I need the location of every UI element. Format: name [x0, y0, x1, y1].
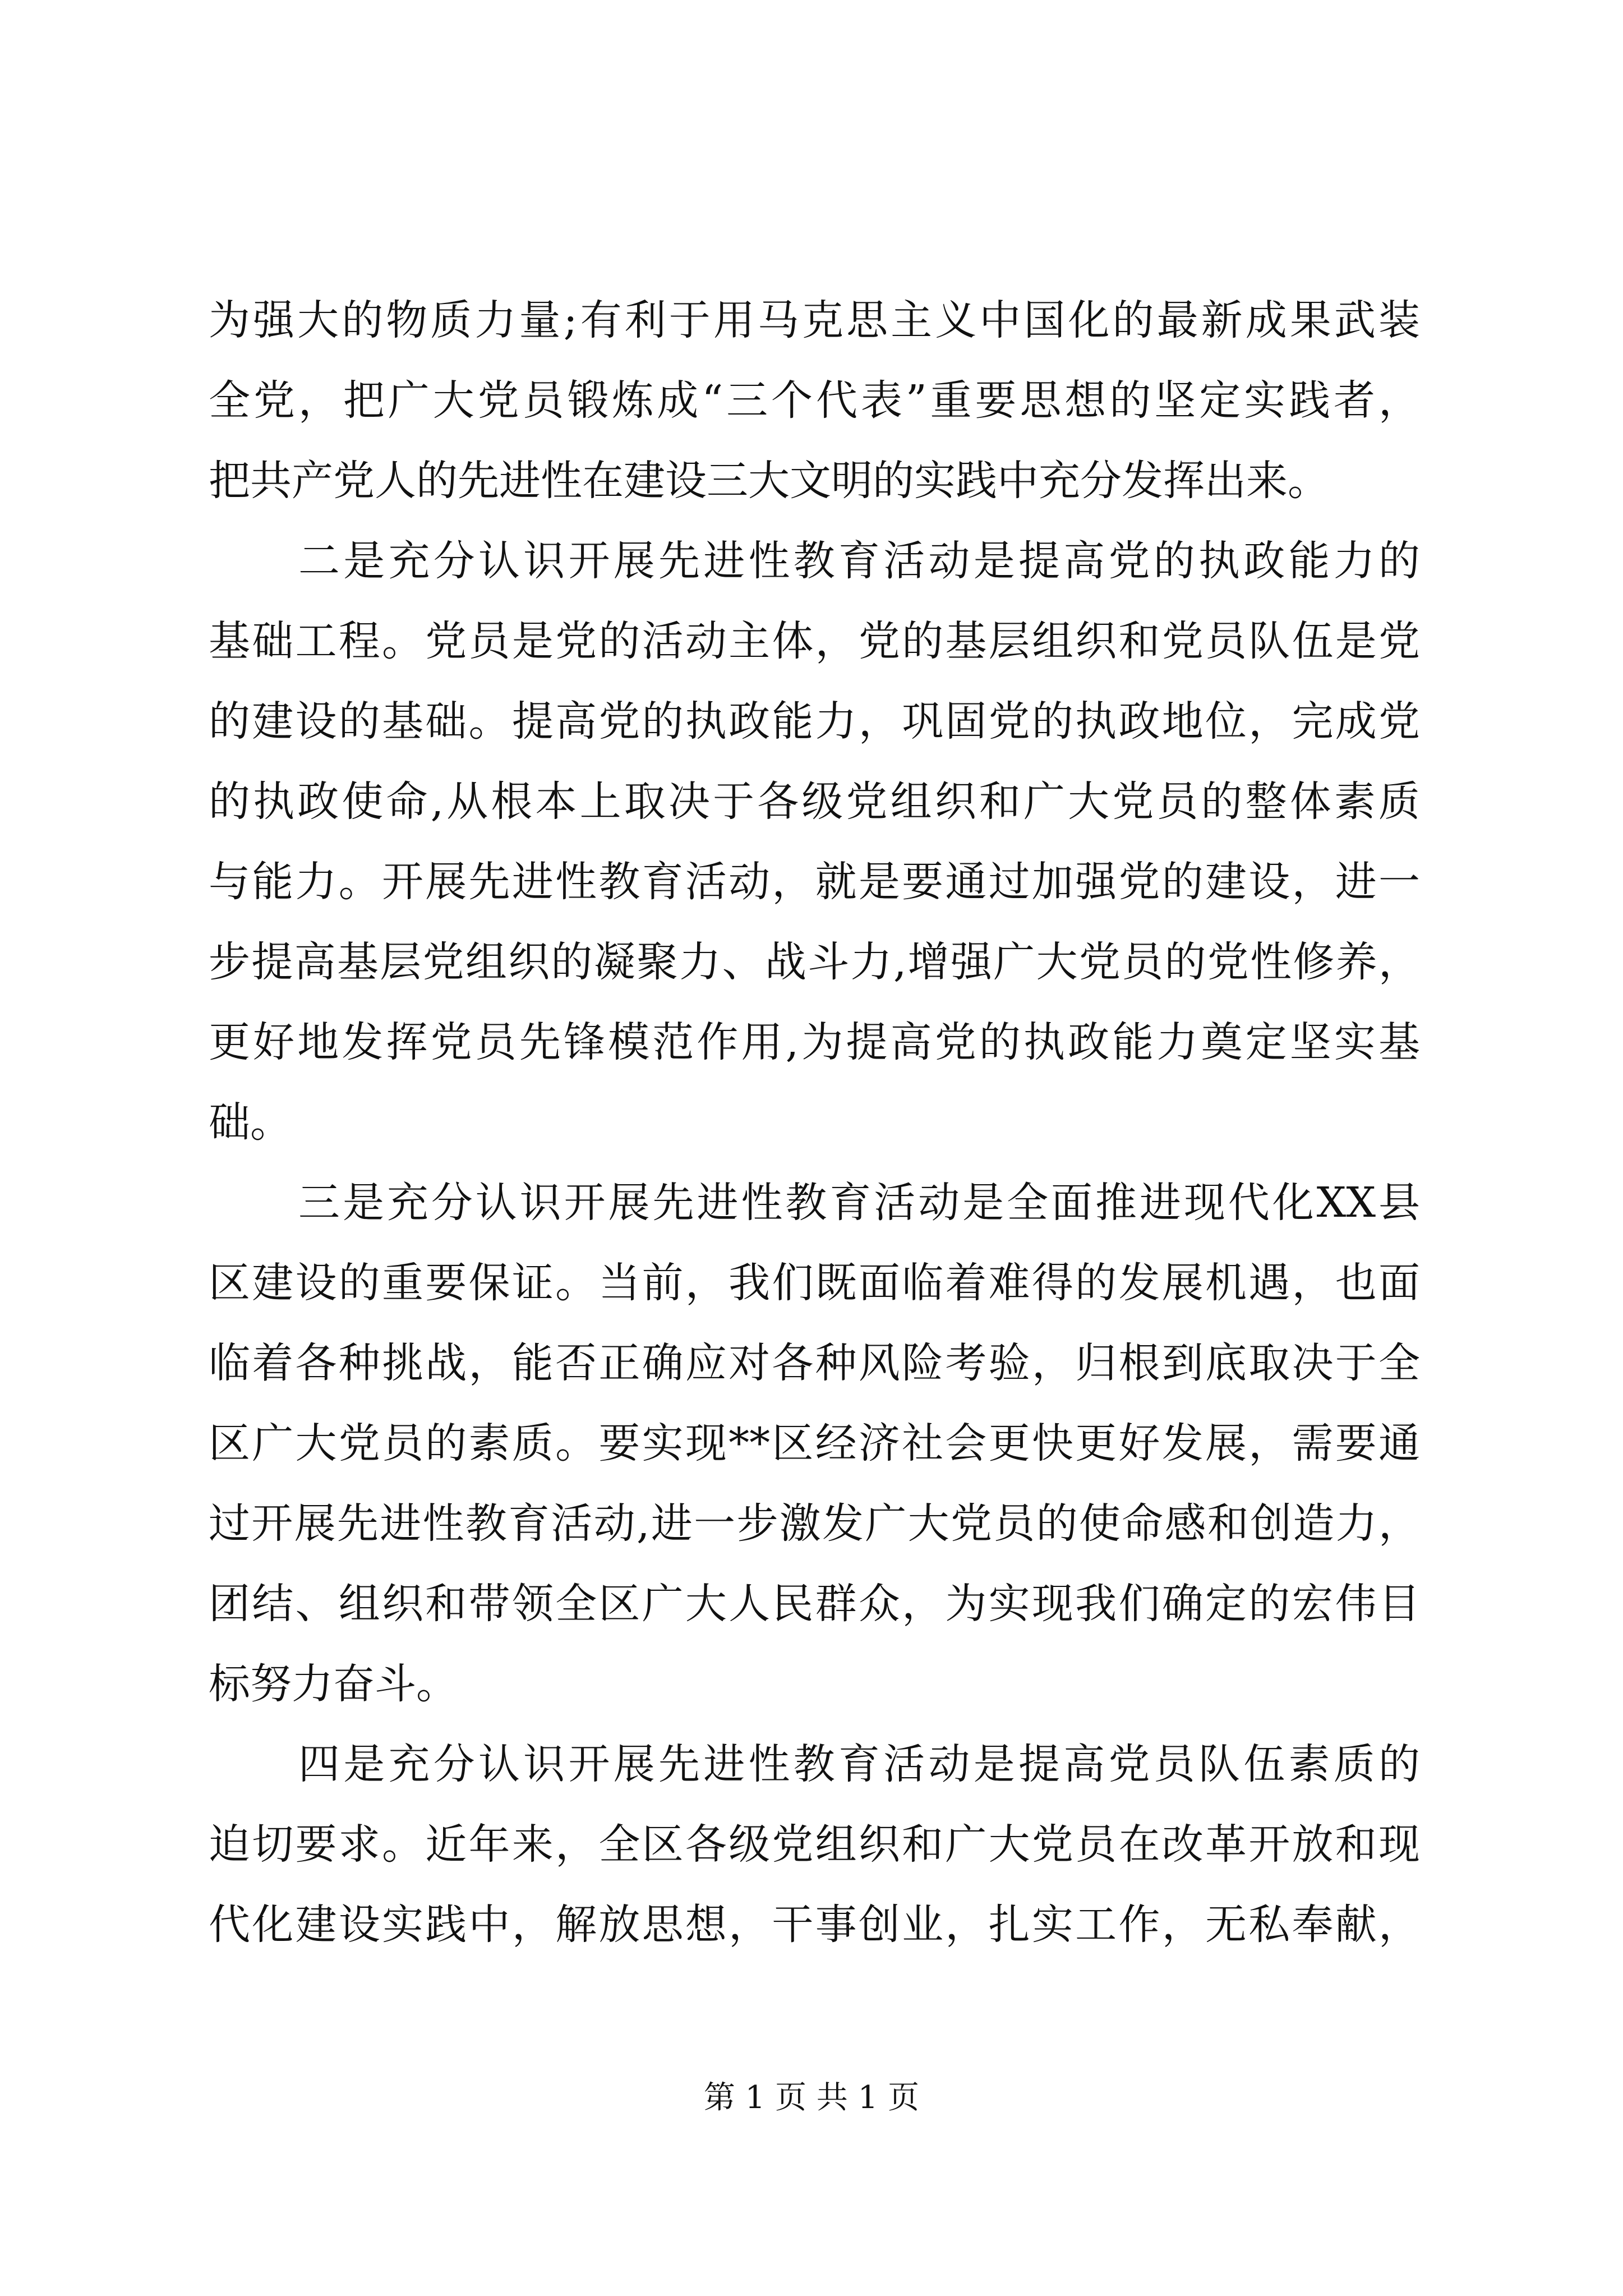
text-line: 把共产党人的先进性在建设三大文明的实践中充分发挥出来。 [209, 457, 1329, 505]
text-line: 础。 [209, 1098, 292, 1147]
text-line: 为强大的物质力量;有利于用马克思主义中国化的最新成果武装 [209, 296, 1420, 344]
text-line: 步提高基层党组织的凝聚力、战斗力,增强广大党员的党性修养， [209, 938, 1420, 986]
body-text [209, 280, 1420, 1965]
text-line: 标努力奋斗。 [209, 1660, 458, 1708]
text-line: 区广大党员的素质。要实现**区经济社会更快更好发展，需要通 [209, 1419, 1420, 1467]
text-line: 过开展先进性教育活动,进一步激发广大党员的使命感和创造力， [209, 1499, 1420, 1548]
paragraph-2-first-line: 二是充分认识开展先进性教育活动是提高党的执政能力的 [298, 537, 1420, 585]
text-line: 区建设的重要保证。当前，我们既面临着难得的发展机遇，也面 [209, 1259, 1420, 1307]
text-line: 临着各种挑战，能否正确应对各种风险考验，归根到底取决于全 [209, 1339, 1420, 1387]
text-line: 更好地发挥党员先锋模范作用,为提高党的执政能力奠定坚实基 [209, 1018, 1420, 1066]
text-line: 团结、组织和带领全区广大人民群众，为实现我们确定的宏伟目 [209, 1580, 1420, 1628]
paragraph-4-first-line: 四是充分认识开展先进性教育活动是提高党员队伍素质的 [298, 1740, 1420, 1788]
paragraph-3-first-line: 三是充分认识开展先进性教育活动是全面推进现代化XX县 [298, 1179, 1420, 1227]
text-line: 基础工程。党员是党的活动主体，党的基层组织和党员队伍是党 [209, 617, 1420, 665]
text-line: 代化建设实践中，解放思想，干事创业，扎实工作，无私奉献， [209, 1901, 1420, 1949]
text-line: 全党，把广大党员锻炼成“三个代表”重要思想的坚定实践者， [209, 376, 1420, 425]
text-line: 迫切要求。近年来，全区各级党组织和广大党员在改革开放和现 [209, 1820, 1420, 1869]
text-line: 与能力。开展先进性教育活动，就是要通过加强党的建设，进一 [209, 858, 1420, 906]
text-line: 的执政使命,从根本上取决于各级党组织和广大党员的整体素质 [209, 777, 1420, 826]
text-line: 的建设的基础。提高党的执政能力，巩固党的执政地位，完成党 [209, 697, 1420, 746]
page-number-footer: 第 1 页 共 1 页 [703, 2079, 920, 2116]
